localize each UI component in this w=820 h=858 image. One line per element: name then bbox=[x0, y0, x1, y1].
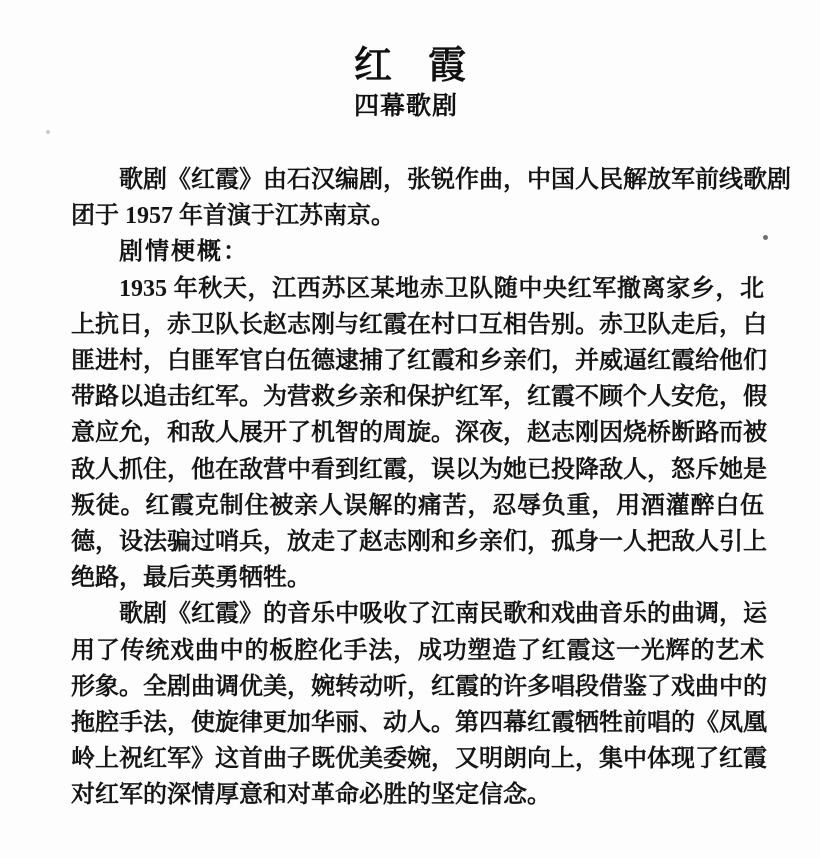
text-line: 对红军的深情厚意和对革命必胜的坚定信念。 bbox=[71, 782, 551, 809]
text-line: 德，设法骗过哨兵，放走了赵志刚和乡亲们，孤身一人把敌人引上 bbox=[71, 529, 767, 556]
paragraph-intro bbox=[71, 162, 791, 234]
text-line: 岭上祝红军》这首曲子既优美委婉，又明朗向上，集中体现了红霞 bbox=[71, 746, 767, 773]
paragraph-synopsis bbox=[71, 271, 767, 597]
text-line: 敌人抓住，他在敌营中看到红霞，误以为她已投降敌人，怒斥她是 bbox=[71, 456, 767, 483]
text-line: 上抗日，赤卫队长赵志刚与红霞在村口互相告别。赤卫队走后，白 bbox=[71, 311, 767, 338]
paragraph-music-commentary bbox=[71, 596, 767, 813]
paragraph-synopsis-heading bbox=[71, 234, 764, 270]
text-line: 拖腔手法，使旋律更加华丽、动人。第四幕红霞牺牲前唱的《凤凰 bbox=[71, 710, 767, 737]
text-line: 剧情梗概： bbox=[119, 239, 249, 266]
text-line: 带路以追击红军。为营救乡亲和保护红军，红霞不顾个人安危，假 bbox=[71, 384, 767, 411]
text-line: 叛徒。红霞克制住被亲人误解的痛苦，忍辱负重，用酒灌醉白伍 bbox=[71, 492, 764, 519]
page-title: 红霞 bbox=[353, 43, 503, 87]
text-line: 匪进村，白匪军官白伍德逮捕了红霞和乡亲们，并威逼红霞给他们 bbox=[71, 348, 767, 375]
text-line: 1935 年秋天，江西苏区某地赤卫队随中央红军撤离家乡，北 bbox=[119, 275, 764, 302]
scan-speck bbox=[763, 235, 768, 240]
text-line: 绝路，最后英勇牺牲。 bbox=[71, 565, 311, 592]
text-line: 用了传统戏曲中的板腔化手法，成功塑造了红霞这一光辉的艺术 bbox=[71, 637, 764, 664]
text-line: 歌剧《红霞》的音乐中吸收了江南民歌和戏曲音乐的曲调，运 bbox=[119, 601, 767, 628]
text-line: 歌剧《红霞》由石汉编剧，张锐作曲，中国人民解放军前线歌剧 bbox=[119, 167, 791, 193]
page-subtitle: 四幕歌剧 bbox=[353, 91, 458, 120]
scan-speck bbox=[46, 130, 50, 134]
text-line: 意应允，和敌人展开了机智的周旋。深夜，赵志刚因烧桥断路而被 bbox=[71, 420, 767, 447]
text-line: 形象。全剧曲调优美，婉转动听，红霞的许多唱段借鉴了戏曲中的 bbox=[71, 673, 767, 700]
body-text bbox=[71, 162, 791, 814]
text-line: 团于 1957 年首演于江苏南京。 bbox=[71, 203, 395, 230]
